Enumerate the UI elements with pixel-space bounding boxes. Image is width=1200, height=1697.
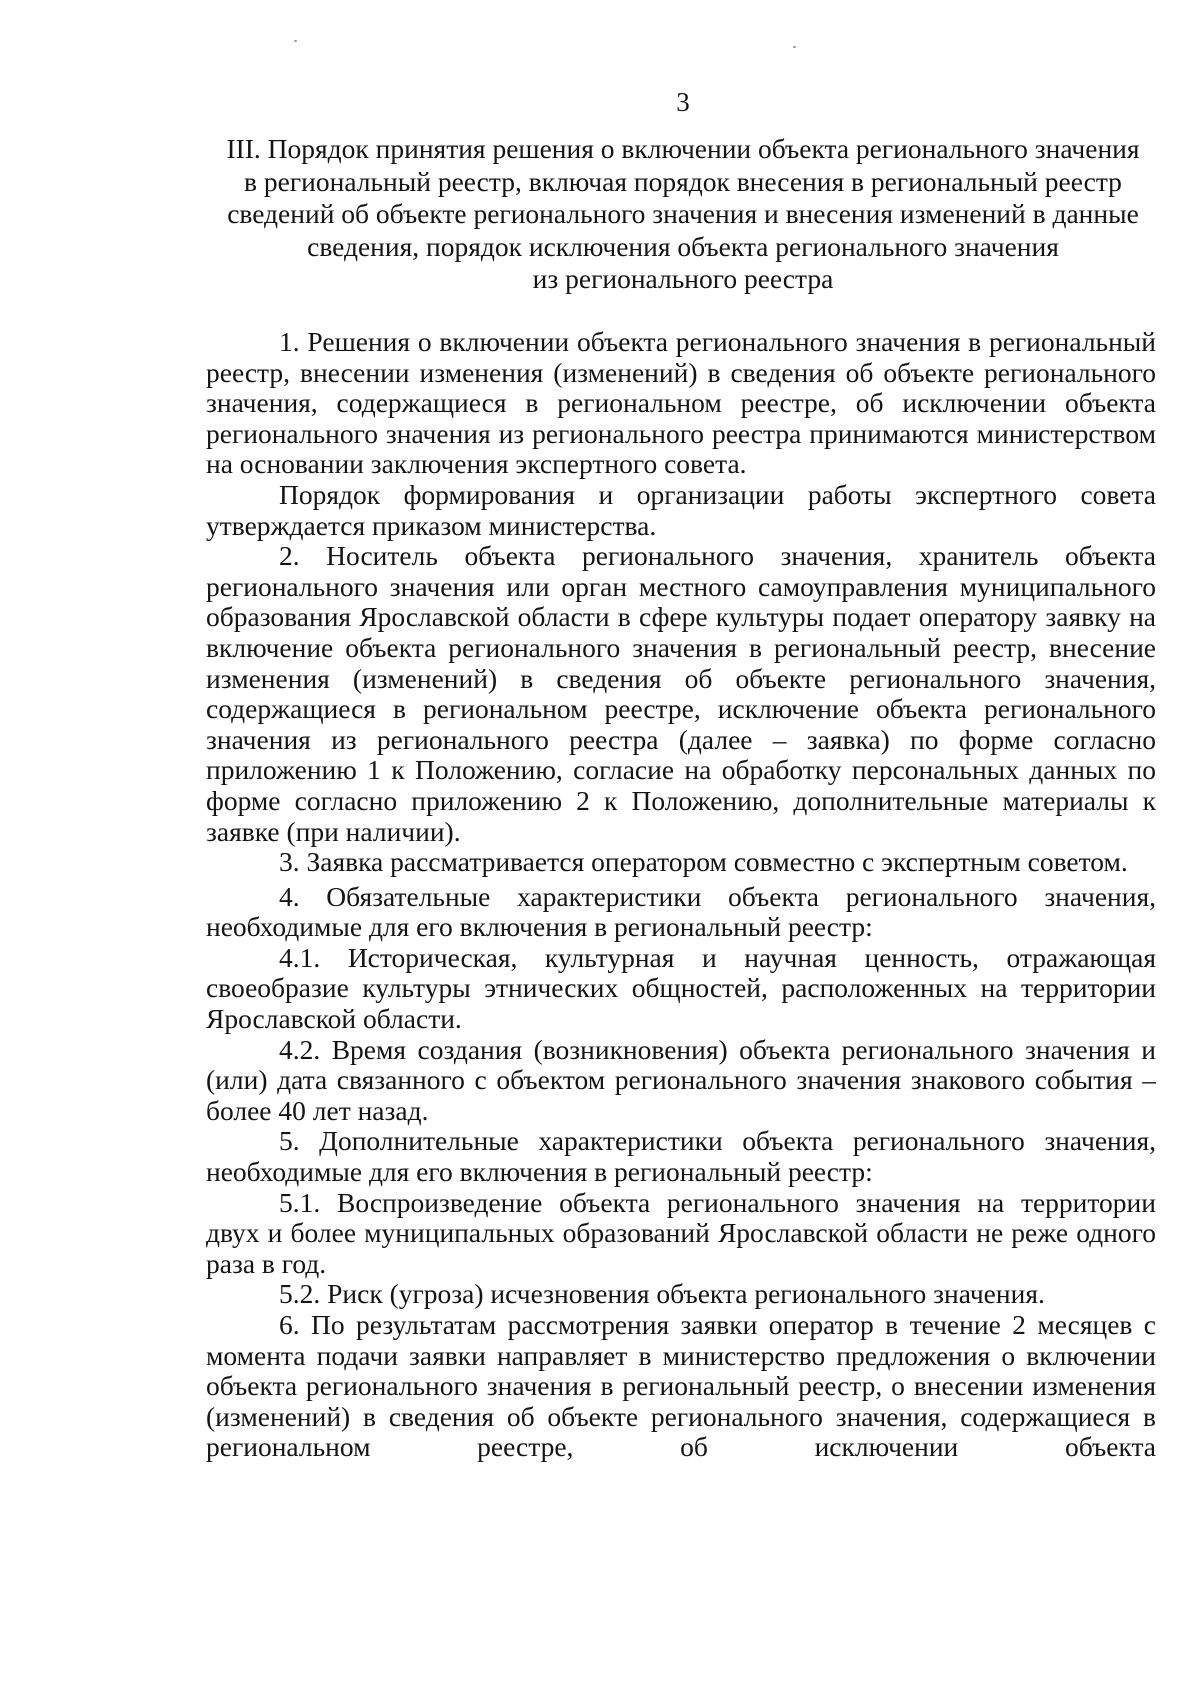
document-body xyxy=(206,327,1156,1463)
paragraph-expert-council: Порядок формирования и организации работы экспертного совета утверждается приказом министерства. xyxy=(206,478,1156,541)
paragraph-item-5-2: 5.2. Риск (угроза) исчезновения объекта регионального значения. xyxy=(279,1278,1045,1310)
page-number: 3 xyxy=(676,87,690,117)
section-heading-line: сведений об объекте регионального значения и внесения изменений в данные xyxy=(227,198,1139,229)
paragraph-item-4: 4. Обязательные характеристики объекта регионального значения, необходимые для его включения в региональный реестр: xyxy=(206,880,1156,943)
paragraph-item-1: 1. Решения о включении объекта регионального значения в региональный реестр, внесении изменения (изменений) в сведения об объекте регионального значения, содержащиеся в региональном реестре, об исключении объекта регионального значения из регионального реестра принимаются министерством на основании заключения экспертного совета. xyxy=(206,326,1156,480)
scan-artifact xyxy=(793,46,796,48)
paragraph-item-4-1: 4.1. Историческая, культурная и научная ценность, отражающая своеобразие культуры этнических общностей, расположенных на территории Ярославской области. xyxy=(206,941,1156,1035)
paragraph-item-2: 2. Носитель объекта регионального значения, хранитель объекта регионального значения или орган местного самоуправления муниципального образования Ярославской области в сфере культуры подает оператору заявку на включение объекта регионального значения в региональный реестр, внесение изменения (изменений) в сведения об объекте регионального значения, содержащиеся в региональном реестре, исключение объекта регионального значения из регионального реестра (далее – заявка) по форме согласно приложению 1 к Положению, согласие на обработку персональных данных по форме согласно приложению 2 к Положению, дополнительные материалы к заявке (при наличии). xyxy=(206,540,1156,847)
paragraph-item-5-1: 5.1. Воспроизведение объекта регионального значения на территории двух и более муниципальных образований Ярославской области не реже одного раза в год. xyxy=(206,1186,1156,1279)
paragraph-item-3: 3. Заявка рассматривается оператором совместно с экспертным советом. xyxy=(279,846,1128,878)
section-heading xyxy=(200,133,1166,296)
section-heading-line: из регионального реестра xyxy=(532,263,834,294)
section-heading-line: сведения, порядок исключения объекта регионального значения xyxy=(307,230,1059,262)
paragraph-item-4-2: 4.2. Время создания (возникновения) объекта регионального значения и (или) дата связанного с объектом регионального значения знакового события – более 40 лет назад. xyxy=(206,1033,1156,1126)
section-heading-line: III. Порядок принятия решения о включении объекта регионального значения xyxy=(226,133,1140,164)
section-heading-line: в региональный реестр, включая порядок внесения в региональный реестр xyxy=(244,165,1122,197)
scan-artifact xyxy=(294,40,297,42)
paragraph-item-5: 5. Дополнительные характеристики объекта регионального значения, необходимые для его включения в региональный реестр: xyxy=(206,1125,1156,1188)
paragraph-item-6: 6. По результатам рассмотрения заявки оператор в течение 2 месяцев с момента подачи заявки направляет в министерство предложения о включении объекта регионального значения в региональный реестр, о внесении изменения (изменений) в сведения об объекте регионального значения, содержащиеся в региональном реестре, об исключении объекта xyxy=(206,1309,1156,1463)
